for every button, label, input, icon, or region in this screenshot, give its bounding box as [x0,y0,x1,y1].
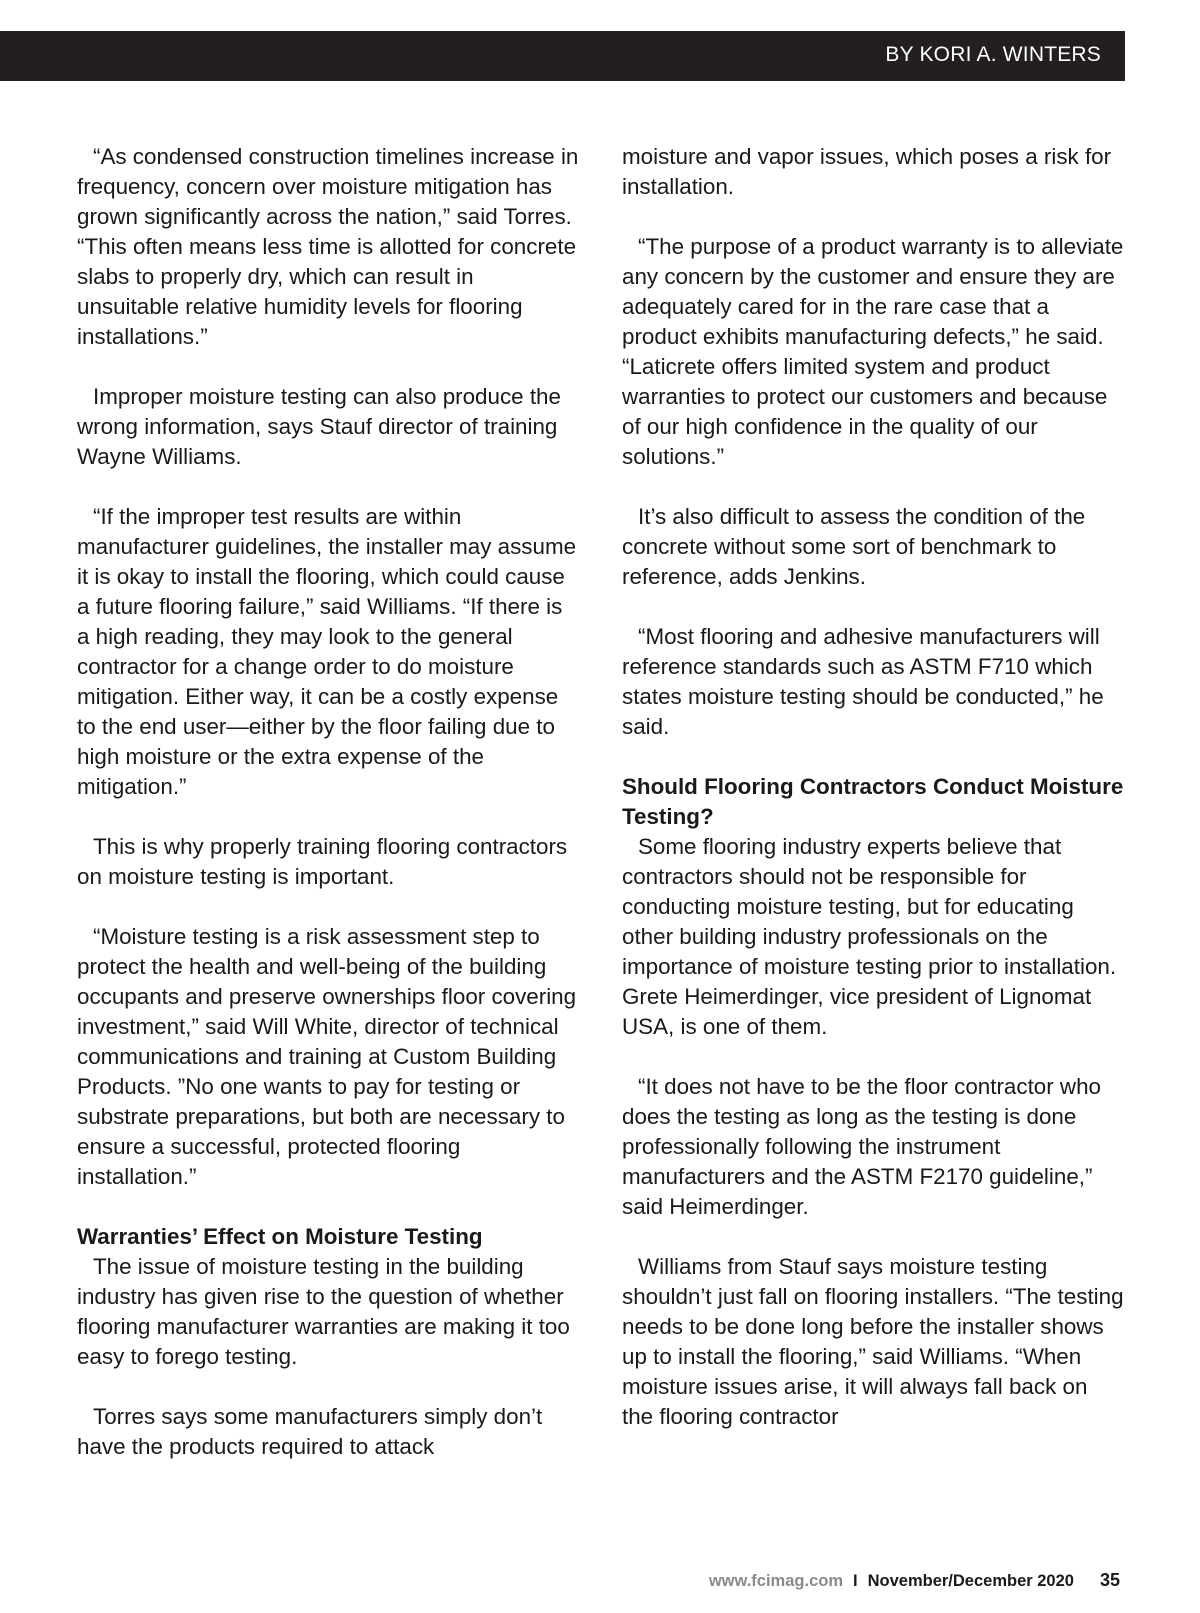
paragraph: The issue of moisture testing in the building industry has given rise to the question of whether flooring manufacturer warranties are making it too easy to forego testing. [77,1254,570,1369]
paragraph: “The purpose of a product warranty is to alleviate any concern by the customer and ensure they are adequately cared for in the rare case that a product exhibits manufacturing defects,” he said. “Laticrete offers limited system and product warranties to protect our customers and because of our high confidence in the quality of our solutions.” [622,234,1124,469]
paragraph: This is why properly training flooring contractors on moisture testing is important. [77,834,568,889]
paragraph: “Moisture testing is a risk assessment step to protect the health and well-being of the building occupants and preserve ownerships floor covering investment,” said Will White, director of technical communications and training at Custom Building Products. ”No one wants to pay for testing or substrate preparations, but both are necessary to ensure a successful, protected flooring installation.” [77,924,577,1189]
paragraph: “It does not have to be the floor contractor who does the testing as long as the testing is done professionally following the instrument manufacturers and the ASTM F2170 guideline,” said Heimerdinger. [622,1074,1102,1219]
byline: BY KORI A. WINTERS [885,43,1101,66]
paragraph: Some flooring industry experts believe that contractors should not be responsible for conducting moisture testing, but for educating other building industry professionals on the importance of moisture testing prior to installation. Grete Heimerdinger, vice president of Lignomat USA, is one of them. [622,834,1117,1039]
paragraph: “As condensed construction timelines increase in frequency, concern over moisture mitigation has grown significantly across the nation,” said Torres. “This often means less time is allotted for concrete slabs to properly dry, which can result in unsuitable relative humidity levels for flooring installations.” [77,144,579,349]
site-url: www.fcimag.com [708,1572,843,1590]
issue-date: November/December 2020 [867,1572,1074,1590]
section-heading: Warranties’ Effect on Moisture Testing [77,1224,483,1249]
footer-separator: I [853,1572,858,1590]
right-column [622,142,1124,1462]
left-column [77,142,579,1492]
paragraph-continued: moisture and vapor issues, which poses a risk for installation. [622,144,1112,199]
page-footer [709,1570,1120,1591]
page-number: 35 [1099,1570,1120,1590]
paragraph: Torres says some manufacturers simply don’t have the products required to attack [77,1404,543,1459]
paragraph: Improper moisture testing can also produce the wrong information, says Stauf director of training Wayne Williams. [77,384,561,469]
paragraph: “Most flooring and adhesive manufacturers will reference standards such as ASTM F710 which states moisture testing should be conducted,” he said. [622,624,1104,739]
paragraph: Williams from Stauf says moisture testing shouldn’t just fall on flooring installers. “The testing needs to be done long before the installer shows up to install the flooring,” said Williams. “When moisture issues arise, it will always fall back on the flooring contractor [622,1254,1124,1429]
section-heading: Should Flooring Contractors Conduct Moisture Testing? [622,774,1124,829]
byline-bar [0,31,1125,81]
paragraph: “If the improper test results are within manufacturer guidelines, the installer may assume it is okay to install the flooring, which could cause a future flooring failure,” said Williams. “If there is a high reading, they may look to the general contractor for a change order to do moisture mitigation. Either way, it can be a costly expense to the end user—either by the floor failing due to high moisture or the extra expense of the mitigation.” [77,504,577,799]
paragraph: It’s also difficult to assess the condition of the concrete without some sort of benchmark to reference, adds Jenkins. [622,504,1086,589]
